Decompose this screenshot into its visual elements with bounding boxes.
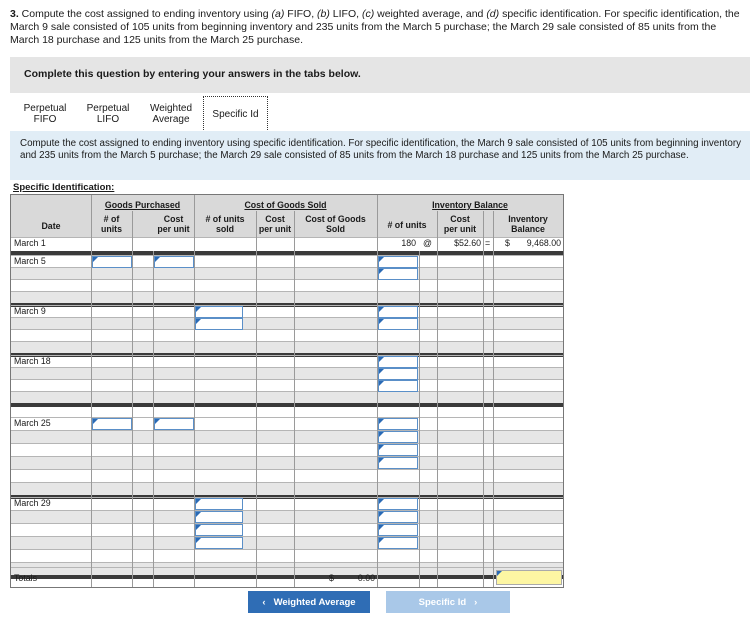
table-row — [11, 469, 563, 483]
table-row — [11, 430, 563, 444]
header-cogs-col: Cost of Goods — [305, 214, 366, 224]
header-cost: Cost — [265, 214, 285, 224]
row-label: March 5 — [14, 256, 46, 266]
question-part: (b) — [317, 8, 330, 20]
header-inv-balance: Inventory — [508, 214, 548, 224]
column-divider — [294, 211, 295, 587]
divider — [11, 403, 563, 407]
input-cell[interactable] — [195, 306, 243, 318]
table-row — [11, 443, 563, 457]
header-cogs-col: Sold — [325, 224, 346, 234]
input-cell[interactable] — [378, 368, 418, 380]
tab-specific-id[interactable] — [203, 96, 268, 132]
input-cell[interactable] — [195, 524, 243, 536]
header-inv-units: # of units — [387, 220, 427, 230]
march1-balance: 9,468.00 — [526, 238, 561, 248]
tab-panel-instructions — [10, 131, 750, 180]
column-divider — [132, 211, 133, 587]
column-divider — [194, 195, 195, 587]
banner-text: Complete this question by entering your answers in the tabs below. — [24, 68, 361, 80]
input-cell[interactable] — [378, 457, 418, 469]
table-row — [11, 510, 563, 524]
column-divider — [91, 195, 92, 587]
header-inv-balance: Balance — [511, 224, 545, 234]
dollar-sign: $ — [329, 573, 334, 583]
tab-weighted-average[interactable] — [143, 97, 199, 131]
column-divider — [256, 211, 257, 587]
tab-label: LIFO — [96, 114, 120, 125]
row-label-totals: Totals — [14, 573, 37, 583]
input-cell[interactable] — [378, 306, 418, 318]
header-cost: per unit — [157, 224, 190, 234]
input-cell[interactable] — [195, 318, 243, 330]
header-units: # of — [103, 214, 120, 224]
column-divider — [377, 195, 378, 587]
next-button-label: Specific Id — [418, 596, 467, 608]
question-number: 3. — [10, 8, 19, 20]
question-part: (a) — [271, 8, 285, 20]
tab-label: Weighted — [149, 103, 193, 114]
table-row-totals — [11, 567, 563, 588]
input-cell[interactable] — [378, 431, 418, 443]
instruction-banner — [10, 57, 750, 93]
tab-perpetual-lifo[interactable] — [80, 97, 136, 131]
question-part: (c) — [361, 8, 375, 20]
tab-perpetual-fifo[interactable] — [17, 97, 73, 131]
table-row — [11, 549, 563, 563]
header-inventory-balance: Inventory Balance — [432, 200, 508, 210]
tab-label: Perpetual — [86, 103, 130, 114]
question-part: weighted average, and — [374, 8, 487, 20]
at-symbol: @ — [423, 238, 432, 248]
header-cost: Cost — [163, 214, 184, 224]
prev-tab-button[interactable] — [248, 591, 370, 613]
header-cost: per unit — [443, 224, 477, 234]
input-cell[interactable] — [92, 418, 132, 430]
instructions-text: Compute the cost assigned to ending inventory using specific identification. For specific identification, the March 9 sale consisted of 105 units from beginning inventory and 235 units from the March 5 purchase; the March 29 sale consisted of 85 units from the March 18 purchase and 125 units from the March 25 purchase. — [20, 138, 742, 161]
input-cell[interactable] — [195, 511, 243, 523]
table-row — [11, 497, 563, 511]
question-part: (d) — [486, 8, 500, 20]
input-cell[interactable] — [195, 498, 243, 510]
tab-label: Specific Id — [212, 109, 259, 120]
header-cogs: Cost of Goods Sold — [244, 200, 327, 210]
table-row — [11, 482, 563, 496]
dollar-sign: $ — [505, 238, 510, 248]
equals-sign: = — [485, 238, 491, 248]
header-units-sold: # of units — [205, 214, 245, 224]
input-cell[interactable] — [154, 418, 194, 430]
section-title: Specific Identification: — [13, 182, 115, 193]
column-divider — [419, 251, 420, 587]
tab-label: Perpetual — [23, 103, 67, 114]
column-divider — [153, 251, 154, 587]
input-cell[interactable] — [378, 498, 418, 510]
column-divider — [483, 211, 484, 587]
tab-label: FIFO — [33, 114, 57, 125]
header-units: units — [100, 224, 122, 234]
prev-button-label: Weighted Average — [273, 596, 356, 608]
input-cell[interactable] — [378, 356, 418, 368]
input-cell[interactable] — [378, 380, 418, 392]
tab-label: Average — [152, 114, 190, 125]
input-cell[interactable] — [378, 418, 418, 430]
column-divider — [437, 211, 438, 587]
question-part: FIFO, — [284, 8, 318, 20]
row-label: March 9 — [14, 306, 46, 316]
row-label: March 18 — [14, 356, 51, 366]
total-inventory-balance-field[interactable] — [496, 570, 562, 585]
input-cell[interactable] — [378, 444, 418, 456]
question-part: LIFO, — [329, 8, 362, 20]
input-cell[interactable] — [378, 268, 418, 280]
header-date: Date — [41, 221, 61, 231]
question-part: Compute the cost assigned to ending inventory using — [18, 8, 272, 20]
chevron-right-icon: › — [474, 596, 478, 608]
question-text — [10, 8, 740, 47]
table-row — [11, 456, 563, 470]
chevron-left-icon: ‹ — [262, 596, 266, 608]
march1-cost: $52.60 — [454, 238, 481, 248]
next-tab-button[interactable] — [386, 591, 510, 613]
header-cost: per unit — [258, 224, 292, 234]
column-divider — [493, 211, 494, 587]
input-cell[interactable] — [92, 256, 132, 268]
input-cell[interactable] — [378, 318, 418, 330]
input-cell[interactable] — [154, 256, 194, 268]
row-label: March 1 — [14, 238, 46, 248]
header-cost: Cost — [450, 214, 470, 224]
input-cell[interactable] — [378, 537, 418, 549]
header-goods-purchased: Goods Purchased — [104, 200, 181, 210]
total-cogs-value: 0.00 — [357, 573, 375, 583]
table-row — [11, 536, 563, 550]
input-cell[interactable] — [378, 524, 418, 536]
inventory-table — [10, 194, 564, 588]
march1-units: 180 — [401, 238, 416, 248]
input-cell[interactable] — [378, 511, 418, 523]
table-row — [11, 523, 563, 537]
row-label: March 25 — [14, 418, 51, 428]
question-part: specific identification. For specific identification, the March 9 sale consisted of 105 units from beginning inventory and 235 units from the March 5 purchase; the March 29 sale consisted of 85 units from the March 18 purchase and 125 units from the March 25 purchase. — [10, 8, 740, 46]
header-units-sold: sold — [215, 224, 235, 234]
input-cell[interactable] — [378, 256, 418, 268]
row-label: March 29 — [14, 498, 51, 508]
input-cell[interactable] — [195, 537, 243, 549]
